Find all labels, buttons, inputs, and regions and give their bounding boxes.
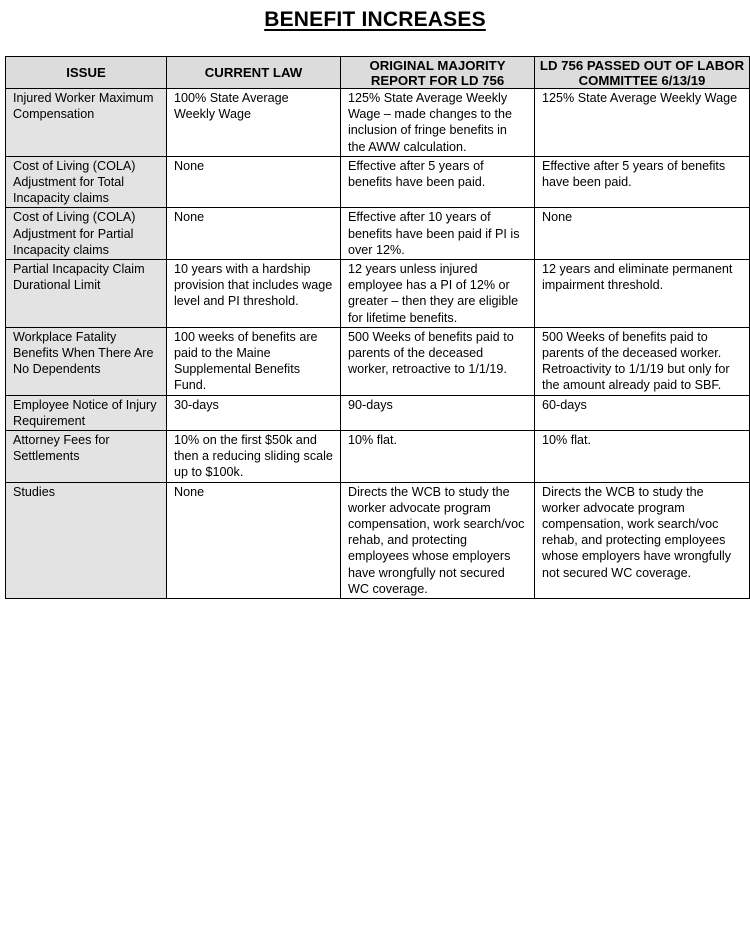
issue-cell: Workplace Fatality Benefits When There Are No Dependents (6, 327, 167, 395)
issue-cell: Cost of Living (COLA) Adjustment for Partial Incapacity claims (6, 208, 167, 260)
header-original-majority-report: ORIGINAL MAJORITY REPORT FOR LD 756 (341, 57, 535, 89)
current-law-cell: 10 years with a hardship provision that includes wage level and PI threshold. (167, 260, 341, 328)
header-ld-756-passed: LD 756 PASSED OUT OF LABOR COMMITTEE 6/13/19 (535, 57, 750, 89)
table-row (6, 208, 750, 260)
original-majority-cell: 125% State Average Weekly Wage – made changes to the inclusion of fringe benefits in the AWW calculation. (341, 89, 535, 157)
ld-756-passed-cell: 12 years and eliminate permanent impairment threshold. (535, 260, 750, 328)
original-majority-cell: 90-days (341, 395, 535, 430)
current-law-cell: 100% State Average Weekly Wage (167, 89, 341, 157)
page-title-text: BENEFIT INCREASES (264, 8, 486, 31)
current-law-cell: None (167, 208, 341, 260)
original-majority-cell: Effective after 5 years of benefits have been paid. (341, 156, 535, 208)
ld-756-passed-cell: Directs the WCB to study the worker advocate program compensation, work search/voc rehab, and protecting employees whose employers have wrongfully not secured WC coverage. (535, 482, 750, 598)
table-row (6, 482, 750, 598)
table-row (6, 431, 750, 483)
table-row (6, 395, 750, 430)
page-title (0, 8, 750, 32)
ld-756-passed-cell: Effective after 5 years of benefits have been paid. (535, 156, 750, 208)
current-law-cell: None (167, 156, 341, 208)
ld-756-passed-cell: 60-days (535, 395, 750, 430)
issue-cell: Attorney Fees for Settlements (6, 431, 167, 483)
original-majority-cell: Effective after 10 years of benefits have been paid if PI is over 12%. (341, 208, 535, 260)
original-majority-cell: 12 years unless injured employee has a PI of 12% or greater – then they are eligible for lifetime benefits. (341, 260, 535, 328)
issue-cell: Studies (6, 482, 167, 598)
ld-756-passed-cell: 125% State Average Weekly Wage (535, 89, 750, 157)
issue-cell: Employee Notice of Injury Requirement (6, 395, 167, 430)
ld-756-passed-cell: 500 Weeks of benefits paid to parents of the deceased worker. Retroactivity to 1/1/19 but only for the amount already paid to SBF. (535, 327, 750, 395)
table-row (6, 156, 750, 208)
current-law-cell: None (167, 482, 341, 598)
issue-cell: Injured Worker Maximum Compensation (6, 89, 167, 157)
header-current-law: CURRENT LAW (167, 57, 341, 89)
original-majority-cell: 10% flat. (341, 431, 535, 483)
ld-756-passed-cell: None (535, 208, 750, 260)
ld-756-passed-cell: 10% flat. (535, 431, 750, 483)
original-majority-cell: Directs the WCB to study the worker advocate program compensation, work search/voc rehab, and protecting employees whose employers have wrongfully not secured WC coverage. (341, 482, 535, 598)
current-law-cell: 30-days (167, 395, 341, 430)
header-issue: ISSUE (6, 57, 167, 89)
table-row (6, 260, 750, 328)
table-row (6, 89, 750, 157)
table-header-row (6, 57, 750, 89)
table-row (6, 327, 750, 395)
issue-cell: Cost of Living (COLA) Adjustment for Total Incapacity claims (6, 156, 167, 208)
original-majority-cell: 500 Weeks of benefits paid to parents of the deceased worker, retroactive to 1/1/19. (341, 327, 535, 395)
benefit-increases-table (5, 56, 750, 599)
current-law-cell: 100 weeks of benefits are paid to the Maine Supplemental Benefits Fund. (167, 327, 341, 395)
issue-cell: Partial Incapacity Claim Durational Limit (6, 260, 167, 328)
current-law-cell: 10% on the first $50k and then a reducing sliding scale up to $100k. (167, 431, 341, 483)
